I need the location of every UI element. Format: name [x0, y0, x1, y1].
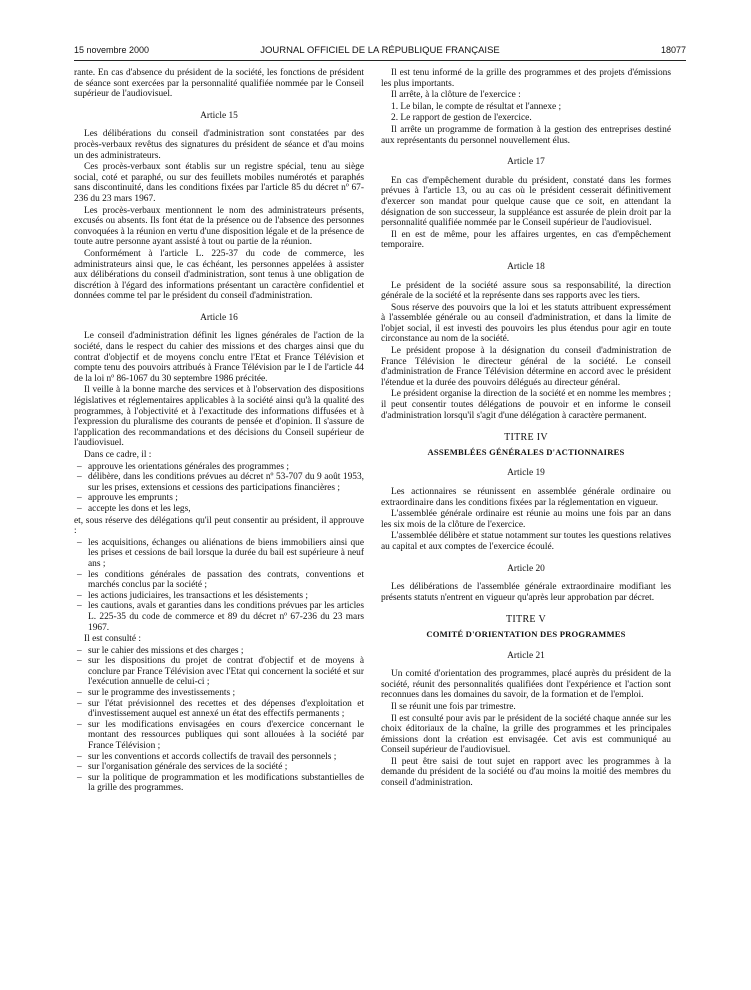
article-18-heading: Article 18: [507, 261, 545, 272]
paragraph: Un comité d'orientation des programmes, placé auprès du président de la société, réunit des personnalités qualifiées dont l'expérience et l'action sont reconnues dans les domaines du savoir, de la formation et de l'emploi.: [381, 669, 671, 701]
paragraph: rante. En cas d'absence du président de la société, les fonctions de président de séance sont exercées par la personnalité qualifiée nommée par le Conseil supérieur de l'audiovisuel.: [74, 68, 364, 100]
list-item: – sur l'organisation générale des services de la société ;: [74, 762, 364, 773]
list-item: – accepte les dons et les legs,: [74, 504, 364, 515]
list-item: – sur l'état prévisionnel des recettes et des dépenses d'exploitation et d'investissement auquel est annexé un état des effectifs permanents ;: [74, 699, 364, 720]
paragraph: Il arrête un programme de formation à la gestion des entreprises destiné aux représentants du personnel nouvellement élus.: [381, 124, 671, 146]
list-item: – sur les modifications envisagées en cours d'exercice concernant le montant des ressources publiques qui sont allouées à la société par France Télévision ;: [74, 720, 364, 752]
list-item: – sur les dispositions du projet de contrat d'objectif et de moyens à conclure par France Télévision avec l'Etat qui concernent la société et sur l'exécution annuelle de celui-ci ;: [74, 656, 364, 688]
right-column: [381, 68, 671, 790]
header-rule: [74, 60, 686, 61]
paragraph: Il arrête, à la clôture de l'exercice :: [391, 90, 521, 101]
paragraph: L'assemblée délibère et statue notamment sur toutes les questions relatives au capital et aux comptes de l'exercice écoulé.: [381, 531, 671, 552]
list-item: – les conditions générales de passation des contrats, conventions et marchés conclus par la société ;: [74, 570, 364, 591]
paragraph: Il en est de même, pour les affaires urgentes, en cas d'empêchement temporaire.: [381, 229, 671, 251]
paragraph: Le président propose à la désignation du conseil d'administration de France Télévision le directeur général de la société. Le conseil d'administration de France Télévision détermine en accord avec le président l'étendue et la durée des pouvoirs délégués au directeur général.: [381, 346, 671, 388]
paragraph: En cas d'empêchement durable du président, constaté dans les formes prévues à l'article 13, ou au cas où le président cesserait définitivement d'exercer son mandat pour quelque cause que ce soit, en attendant la désignation de son successeur, la suppléance est assurée de plein droit par la personnalité qualifiée nommée par le Conseil supérieur de l'audiovisuel.: [381, 175, 671, 229]
paragraph: Les actionnaires se réunissent en assemblée générale ordinaire ou extraordinaire dans les conditions fixées par la réglementation en vigueur.: [381, 487, 671, 508]
page-number: 18077: [660, 45, 686, 55]
paragraph: L'assemblée générale ordinaire est réunie au moins une fois par an dans les six mois de la clôture de l'exercice.: [381, 509, 671, 530]
left-column: [74, 68, 364, 795]
paragraph: Il est consulté pour avis par le président de la société chaque année sur les choix éditoriaux de la chaîne, la grille des programmes et les principales émissions dont la création est envisagée. Cet avis est communiqué au Conseil supérieur de l'audiovisuel.: [381, 713, 671, 756]
paragraph: Il est tenu informé de la grille des programmes et des projets d'émissions les plus importants.: [381, 68, 671, 89]
approval-list: [74, 462, 364, 515]
article-21-heading: Article 21: [507, 650, 545, 661]
list-item: – délibère, dans les conditions prévues au décret nº 53-707 du 9 août 1953, sur les prises, extensions et cessions des participations financières ;: [74, 472, 364, 493]
paragraph: Il veille à la bonne marche des services et à l'observation des dispositions législatives et réglementaires applicables à la société ainsi qu'à la qualité des programmes, à l'objectivité et à l'exactitude des informations diffusées et à l'expression du pluralisme des courants de pensée et d'opinion. Il s'assure de l'application des recommandations et des décisions du Conseil supérieur de l'audiovisuel.: [74, 385, 364, 449]
paragraph: Le président de la société assure sous sa responsabilité, la direction générale de la société et la représente dans ses rapports avec les tiers.: [381, 280, 671, 302]
list-item: – sur la politique de programmation et les modifications substantielles de la grille des programmes.: [74, 773, 364, 794]
paragraph: Conformément à l'article L. 225-37 du code de commerce, les administrateurs ainsi que, le cas échéant, les personnes appelées à assister aux délibérations du conseil d'administration, sont tenus à une obligation de discrétion à l'égard des informations présentant un caractère confidentiel et données comme tel par le président du conseil d'administration.: [74, 248, 364, 302]
numbered-item: 1. Le bilan, le compte de résultat et l'annexe ;: [391, 101, 562, 112]
list-item: – approuve les emprunts ;: [74, 493, 364, 504]
numbered-item: 2. Le rapport de gestion de l'exercice.: [391, 113, 532, 124]
delegation-list: [74, 538, 364, 633]
list-item: – les actions judiciaires, les transactions et les désistements ;: [74, 591, 364, 602]
paragraph: Le conseil d'administration définit les lignes générales de l'action de la société, dans le respect du cahier des missions et des charges ainsi que du contrat d'objectif et de moyens conclu entre l'Etat et France Télévision et compte tenu des pouvoirs attribués à France Télévision par le I de l'article 44 de la loi nº 86-1067 du 30 septembre 1986 précitée.: [74, 331, 364, 384]
paragraph: Ces procès-verbaux sont établis sur un registre spécial, tenu au siège social, coté et paraphé, ou sur des feuillets mobiles numérotés et paraphés sans discontinuité, dans les conditions fixées par l'article 85 du décret nº 67-236 du 23 mars 1967.: [74, 162, 364, 204]
list-item: – sur les conventions et accords collectifs de travail des personnels ;: [74, 752, 364, 763]
page-header: [74, 45, 686, 59]
list-item: – sur le cahier des missions et des charges ;: [74, 646, 364, 657]
paragraph: Les délibérations de l'assemblée générale extraordinaire modifiant les présents statuts n'entrent en vigueur qu'après leur approbation par décret.: [381, 582, 671, 603]
paragraph: Le président organise la direction de la société et en nomme les membres ; il peut consentir toutes délégations de pouvoir et en informe le conseil d'administration lorsqu'il s'agit d'une délégation à caractère permanent.: [381, 389, 671, 421]
paragraph: Il est consulté :: [84, 634, 142, 645]
article-20-heading: Article 20: [507, 563, 545, 574]
journal-title: JOURNAL OFFICIEL DE LA RÉPUBLIQUE FRANÇAISE: [260, 45, 500, 56]
title-v-heading: TITRE V: [506, 614, 546, 626]
header-date: 15 novembre 2000: [74, 45, 150, 55]
list-item: – sur le programme des investissements ;: [74, 688, 364, 699]
paragraph: et, sous réserve des délégations qu'il peut consentir au président, il approuve :: [74, 515, 364, 537]
paragraph: Les procès-verbaux mentionnent le nom des administrateurs présents, excusés ou absents. Ils font état de la présence ou de l'absence des personnes convoquées à la réunion en vertu d'une disposition légale et de la présence de toute autre personne ayant assisté à tout ou partie de la réunion.: [74, 205, 364, 248]
title-iv-subheading: ASSEMBLÉES GÉNÉRALES D'ACTIONNAIRES: [427, 446, 625, 457]
paragraph: Dans ce cadre, il :: [84, 450, 152, 460]
paragraph: Il peut être saisi de tout sujet en rapport avec les programmes à la demande du président de la société ou d'au moins la moitié des membres du conseil d'administration.: [381, 756, 671, 789]
title-iv-heading: TITRE IV: [504, 432, 548, 444]
article-17-heading: Article 17: [507, 157, 545, 168]
article-16-heading: Article 16: [200, 312, 238, 323]
paragraph: Sous réserve des pouvoirs que la loi et les statuts attribuent expressément à l'assemblée générale ou au conseil d'administration, et dans la limite de l'objet social, il est investi des pouvoirs les plus étendus pour agir en toute circonstance au nom de la société.: [381, 302, 671, 345]
consultation-list: [74, 646, 364, 794]
list-item: – approuve les orientations générales des programmes ;: [74, 462, 364, 473]
paragraph: Il se réunit une fois par trimestre.: [391, 701, 516, 712]
list-item: – les cautions, avals et garanties dans les conditions prévues par les articles L. 225-35 du code de commerce et 89 du décret nº 67-236 du 23 mars 1967.: [74, 601, 364, 633]
title-v-subheading: COMITÉ D'ORIENTATION DES PROGRAMMES: [426, 628, 626, 639]
list-item: – les acquisitions, échanges ou aliénations de biens immobiliers ainsi que les prises et cessions de bail lorsque la durée du bail est supérieure à neuf ans ;: [74, 538, 364, 570]
article-19-heading: Article 19: [507, 468, 545, 479]
article-15-heading: Article 15: [200, 110, 238, 121]
paragraph: Les délibérations du conseil d'administration sont constatées par des procès-verbaux revêtus des signatures du président de séance et d'au moins un des administrateurs.: [74, 129, 364, 161]
